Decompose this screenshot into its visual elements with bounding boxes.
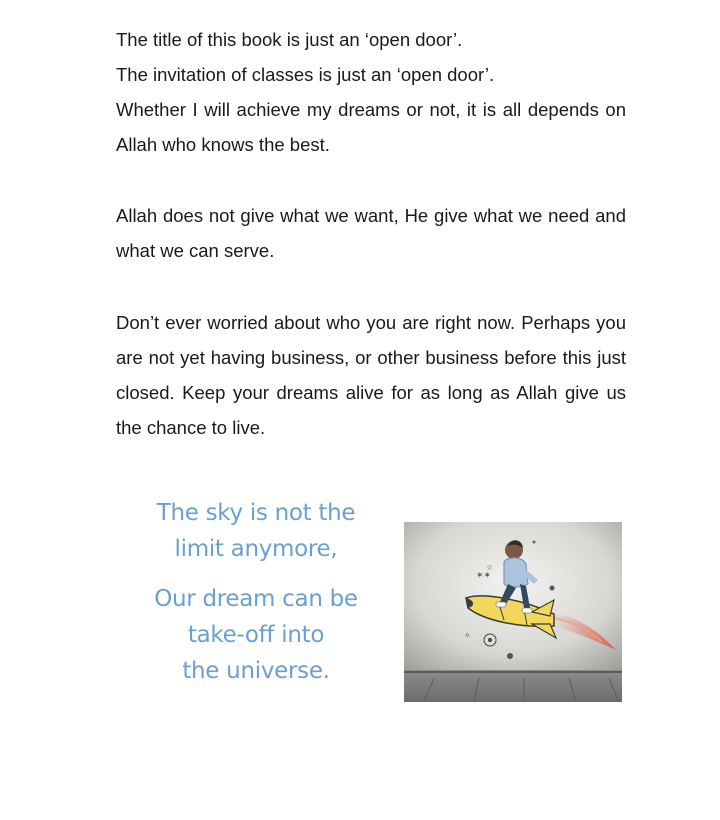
- paragraph-allah-gives: Allah does not give what we want, He give what we need and what we can serve.: [116, 205, 626, 261]
- svg-text:✶✶: ✶✶: [476, 571, 492, 581]
- quote-line: Our dream can be: [154, 586, 358, 612]
- paragraph-open-door: [116, 22, 626, 162]
- paragraph-line: The title of this book is just an ‘open door’.: [116, 29, 463, 50]
- quote-line: take-off into: [187, 622, 325, 648]
- quote-line: the universe.: [182, 658, 330, 684]
- quote-sky-limit: [118, 495, 394, 567]
- rocket-boy-image: [404, 522, 622, 702]
- paragraph-keep-dreams: Don’t ever worried about who you are right now. Perhaps you are not yet having business, or other business before this just closed. Keep your dreams alive for as long as Allah give us the chance to live.: [116, 312, 626, 438]
- rocket-boy-illustration: [404, 522, 622, 702]
- quote-line: The sky is not the: [156, 500, 356, 526]
- paragraph-line: Whether I will achieve my dreams or not, it is all depends on Allah who knows the best.: [116, 99, 626, 155]
- svg-text:✧: ✧: [464, 631, 471, 640]
- svg-text:☆: ☆: [486, 563, 494, 572]
- paragraph-line: The invitation of classes is just an ‘open door’.: [116, 64, 495, 85]
- quote-line: limit anymore,: [174, 536, 338, 562]
- wooden-floor: [404, 670, 622, 702]
- quote-dream-takeoff: [118, 581, 394, 689]
